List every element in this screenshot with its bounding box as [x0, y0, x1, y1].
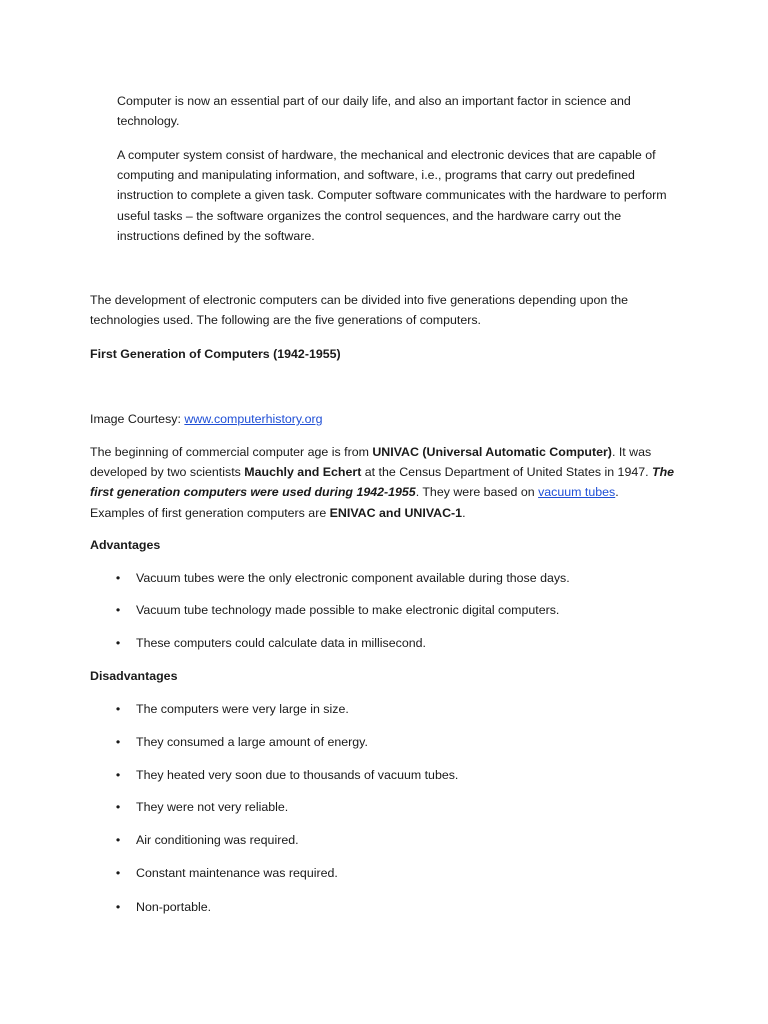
disadvantage-item-text: Air conditioning was required.: [136, 833, 299, 847]
disadvantage-list-item: [113, 765, 673, 785]
computerhistory-link[interactable]: www.computerhistory.org: [184, 412, 323, 426]
first-gen-text-2: . It was developed by two scientists: [90, 445, 652, 480]
examples-bold: ENIVAC and UNIVAC-1: [329, 505, 463, 520]
years-bold-italic: The first generation computers were used during 1942-1955: [90, 465, 675, 500]
advantage-item-text: These computers could calculate data in millisecond.: [136, 636, 426, 650]
disadvantage-list-item: [113, 797, 673, 817]
vacuum-tubes-link[interactable]: vacuum tubes: [538, 485, 616, 500]
disadvantage-list-item: [113, 830, 673, 850]
disadvantage-item-text: They consumed a large amount of energy.: [136, 735, 368, 749]
disadvantage-item-text: Constant maintenance was required.: [136, 866, 338, 880]
advantage-item-text: Vacuum tube technology made possible to make electronic digital computers.: [136, 603, 560, 617]
advantage-list-item: [113, 633, 673, 653]
bullet-icon: •: [115, 800, 121, 814]
intro-paragraph-2: A computer system consist of hardware, the mechanical and electronic devices that are capable of computing and manipulating information, and software, i.e., programs that carry out predefined instruction to complete a given task. Computer software communicates with the hardware to perform useful tasks – the software organizes the control sequences, and the hardware carry out the instructions defined by the software.: [117, 148, 667, 243]
bullet-icon: •: [115, 900, 121, 914]
bullet-icon: •: [115, 636, 121, 650]
disadvantage-item-text: They were not very reliable.: [136, 800, 289, 814]
disadvantage-list-item: [113, 699, 673, 719]
disadvantage-item-text: They heated very soon due to thousands of vacuum tubes.: [136, 768, 459, 782]
bullet-icon: •: [115, 735, 121, 749]
first-generation-paragraph: [90, 442, 675, 523]
first-gen-text-6: .: [462, 505, 466, 520]
first-gen-text-5: . Examples of first generation computers are: [90, 485, 619, 520]
disadvantage-list-item: [113, 732, 673, 752]
bullet-icon: •: [115, 702, 121, 716]
disadvantage-list-item: [113, 897, 673, 917]
bullet-icon: •: [115, 571, 121, 585]
scientists-bold: Mauchly and Echert: [244, 465, 362, 480]
disadvantage-item-text: Non-portable.: [136, 900, 212, 914]
disadvantage-list-item: [113, 863, 673, 883]
disadvantage-item-text: The computers were very large in size.: [136, 702, 349, 716]
univac-bold: UNIVAC (Universal Automatic Computer): [372, 445, 612, 459]
generations-intro-paragraph: The development of electronic computers can be divided into five generations depending upon the technologies used. The following are the five generations of computers.: [90, 293, 628, 328]
first-gen-text-1: The beginning of commercial computer age is from: [90, 445, 373, 459]
bullet-icon: •: [115, 768, 121, 782]
advantage-list-item: [113, 600, 673, 620]
advantage-item-text: Vacuum tubes were the only electronic component available during those days.: [136, 571, 570, 585]
image-courtesy-label: Image Courtesy:: [90, 412, 185, 426]
bullet-icon: •: [115, 833, 121, 847]
image-courtesy-line: [90, 409, 680, 429]
disadvantages-heading: Disadvantages: [90, 669, 178, 683]
bullet-icon: •: [115, 866, 121, 880]
first-gen-text-4: . They were based on: [415, 485, 539, 500]
advantages-heading: Advantages: [90, 538, 161, 552]
bullet-icon: •: [115, 603, 121, 617]
advantage-list-item: [113, 568, 673, 588]
first-gen-text-3: at the Census Department of United States in 1947.: [361, 465, 653, 480]
intro-paragraph-1: Computer is now an essential part of our daily life, and also an important factor in science and technology.: [117, 94, 631, 129]
first-generation-heading: First Generation of Computers (1942-1955): [90, 347, 341, 361]
